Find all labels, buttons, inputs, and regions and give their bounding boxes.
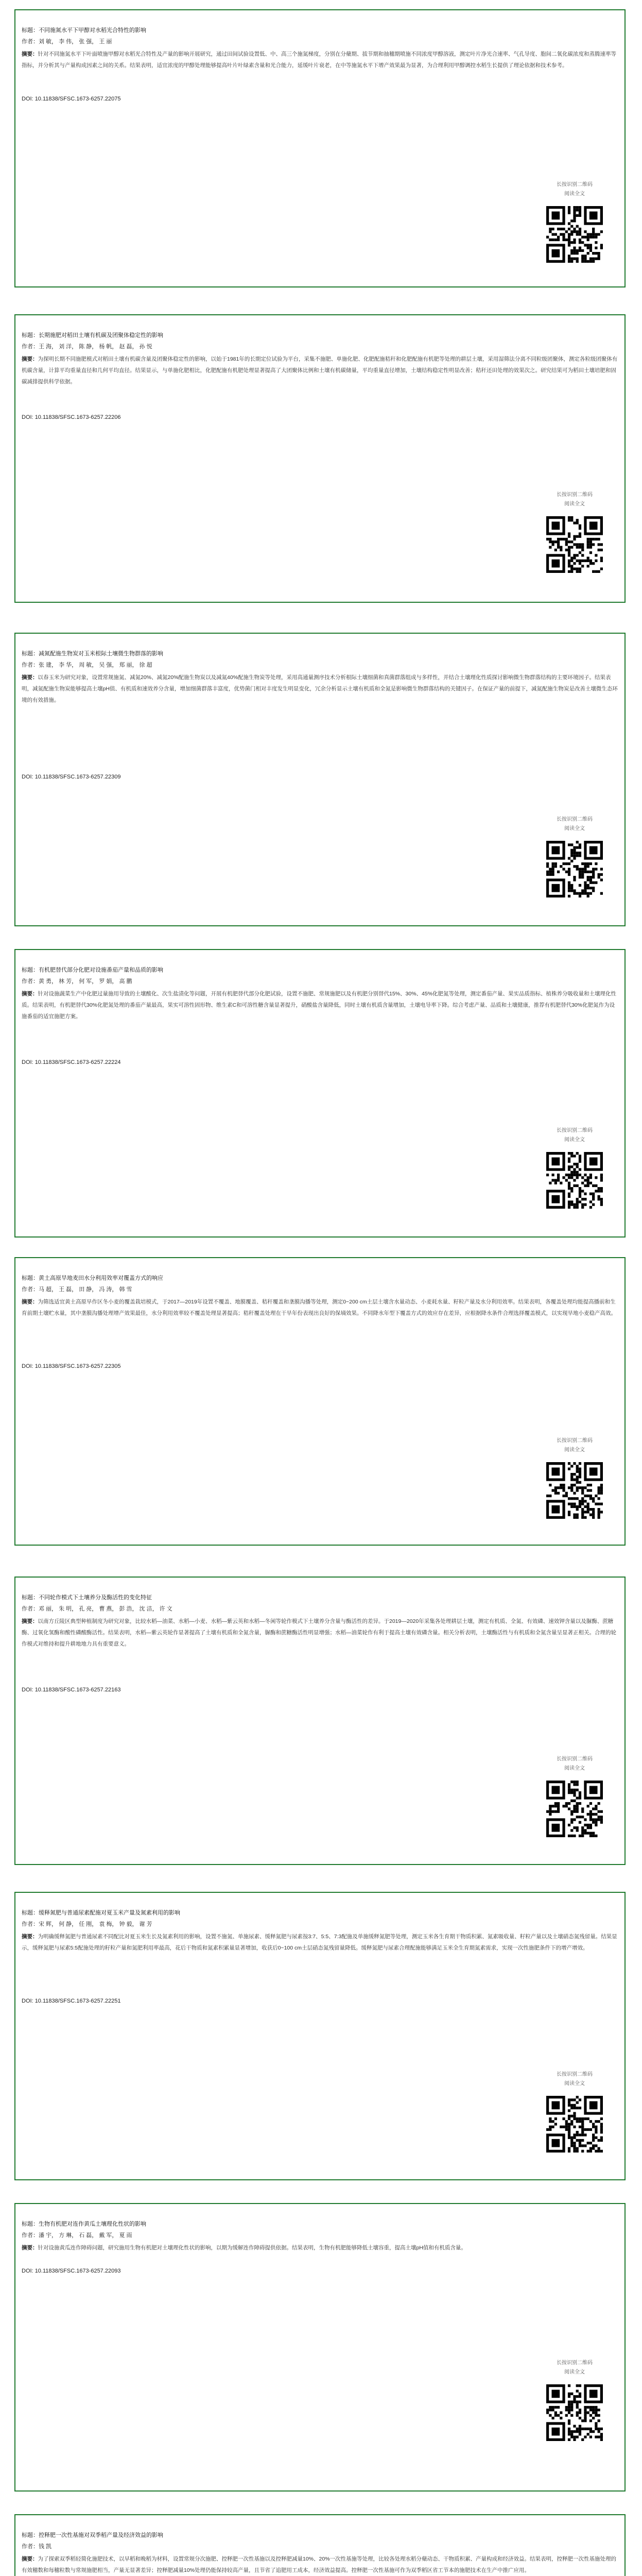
- article-doi[interactable]: [22, 1059, 120, 1065]
- read-full-label: 阅读全文: [564, 2369, 585, 2375]
- qr-block: [546, 815, 603, 897]
- scan-label: 长按识别二维码: [557, 2360, 593, 2366]
- scan-label: 长按识别二维码: [557, 1438, 593, 1444]
- doi-value[interactable]: 10.11838/SFSC.1673-6257.22163: [34, 1687, 121, 1693]
- abstract-label: 摘要：: [22, 1934, 38, 1940]
- read-full-label: 阅读全文: [564, 1137, 585, 1143]
- article-abstract: [22, 2553, 619, 2576]
- article-title[interactable]: 标题：控释肥一次性基施对双季稻产量及经济效益的影响: [22, 2532, 163, 2538]
- article-abstract: [22, 48, 619, 71]
- article-card[interactable]: [14, 2514, 626, 2576]
- qr-code-icon[interactable]: [546, 1152, 603, 1209]
- article-abstract: [22, 672, 619, 706]
- article-card[interactable]: [14, 9, 626, 287]
- article-title[interactable]: 标题：生物有机肥对连作黄瓜土壤理化性状的影响: [22, 2221, 146, 2227]
- article-title[interactable]: 标题：缓释氮肥与普通尿素配施对夏玉米产量及氮素利用的影响: [22, 1910, 180, 1916]
- article-authors: 作者：刘 敏， 李 伟， 张 强， 王 丽: [22, 39, 112, 45]
- article-doi[interactable]: [22, 1998, 120, 2004]
- article-title[interactable]: 标题：减氮配施生物炭对玉米根际土壤微生物群落的影响: [22, 651, 163, 657]
- article-card[interactable]: [14, 1892, 626, 2180]
- article-card[interactable]: [14, 949, 626, 1238]
- article-abstract: [22, 1616, 619, 1650]
- article-authors: 作者：马 超， 王 磊， 田 静， 冯 涛， 韩 雪: [22, 1286, 132, 1293]
- scan-label: 长按识别二维码: [557, 1128, 593, 1133]
- abstract-label: 摘要：: [22, 356, 38, 362]
- qr-block: [546, 490, 603, 573]
- article-title[interactable]: 标题：黄土高原旱地麦田水分利用效率对覆盖方式的响应: [22, 1275, 163, 1281]
- read-full-label: 阅读全文: [564, 501, 585, 507]
- qr-block: [546, 1126, 603, 1209]
- article-abstract: [22, 2242, 619, 2253]
- doi-label: DOI:: [22, 774, 33, 780]
- article-card[interactable]: [14, 1577, 626, 1865]
- read-full-label: 阅读全文: [564, 191, 585, 197]
- article-authors: 作者：钱 凯: [22, 2544, 52, 2550]
- doi-value[interactable]: 10.11838/SFSC.1673-6257.22206: [34, 414, 121, 420]
- article-title[interactable]: 标题：不同施氮水平下甲醇对水稻光合特性的影响: [22, 27, 146, 33]
- article-doi[interactable]: [22, 2268, 120, 2274]
- abstract-text: 针对设施黄瓜连作障碍问题，研究施用生物有机肥对土壤理化性状的影响，以期为缓解连作障碍提供依据。结果表明，生物有机肥能够降低土壤容重，提高土壤pH值和有机质含量。: [38, 2245, 466, 2251]
- abstract-text: 为探明长期不同施肥模式对稻田土壤有机碳含量及团聚体稳定性的影响，以始于1981年的长期定位试验为平台，采集不施肥、单施化肥、化肥配施秸秆和化肥配施有机肥等处理的耕层土壤，采用湿筛法分离不同粒级团聚体，测定各粒级团聚体有机碳含量，计算平均重量直径和几何平均直径。结果显示，与单施化肥相比，化肥配施有机肥处理显著提高了大团聚体比例和土壤有机碳储量，平均重量直径增加，土壤结构稳定性明显改善；秸秆还田处理的效果次之。研究结果可为稻田土壤培肥和固碳减排提供科学依据。: [22, 356, 618, 385]
- scan-label: 长按识别二维码: [557, 492, 593, 498]
- abstract-text: 为明确缓释氮肥与普通尿素不同配比对夏玉米生长及氮素利用的影响，设置不施氮、单施尿素、缓释氮肥与尿素按3:7、5:5、7:3配施及单施缓释氮肥等处理，测定玉米各生育期干物质积累、氮素吸收量、籽粒产量以及土壤硝态氮残留量。结果显示，缓释氮肥与尿素5:5配施处理的籽粒产量和氮肥利用率最高，花后干物质和氮素积累量显著增加，收获后0~100 cm土层硝态氮残留量降低。缓释氮肥与尿素合理配施能够满足玉米全生育期氮素需求，实现一次性施肥条件下的增产增效。: [22, 1934, 617, 1951]
- scan-label: 长按识别二维码: [557, 2072, 593, 2077]
- abstract-text: 为了探索双季稻轻简化施肥技术，以早稻和晚稻为材料，设置常规分次施肥、控释肥一次性基施以及控释肥减量10%、20%一次性基施等处理，比较各处理水稻分蘖动态、干物质积累、产量构成和经济效益。结果表明，控释肥一次性基施处理的有效穗数和每穗粒数与常规施肥相当，产量无显著差异；控释肥减量10%处理仍能保持较高产量，且节省了追肥用工成本，经济效益提高。控释肥一次性基施可作为双季稻区省工节本的施肥技术在生产中推广应用。: [22, 2556, 617, 2573]
- read-full-label: 阅读全文: [564, 1447, 585, 1453]
- article-abstract: [22, 353, 619, 387]
- doi-label: DOI:: [22, 1363, 33, 1369]
- article-card[interactable]: [14, 633, 626, 926]
- doi-value[interactable]: 10.11838/SFSC.1673-6257.22309: [34, 774, 121, 780]
- doi-label: DOI:: [22, 1687, 33, 1693]
- abstract-label: 摘要：: [22, 674, 38, 681]
- doi-value[interactable]: 10.11838/SFSC.1673-6257.22075: [34, 96, 121, 102]
- abstract-text: 针对设施蔬菜生产中化肥过量施用导致的土壤酸化、次生盐渍化等问题，开展有机肥替代部分化肥试验，设置不施肥、常规施肥以及有机肥分别替代15%、30%、45%化肥氮等处理，测定番茄产量、果实品质指标、植株养分吸收量和土壤理化性质。结果表明，有机肥替代30%化肥氮处理的番茄产量最高，果实可溶性固形物、维生素C和可溶性糖含量显著提升，硝酸盐含量降低，同时土壤有机质含量增加，土壤电导率下降。综合考虑产量、品质和土壤健康，推荐有机肥替代30%化肥氮作为设施番茄的适宜施肥方案。: [22, 991, 617, 1020]
- article-authors: 作者：黄 勇， 林 芳， 何 军， 罗 娟， 高 鹏: [22, 978, 132, 985]
- doi-label: DOI:: [22, 414, 33, 420]
- qr-code-icon[interactable]: [546, 2096, 603, 2153]
- qr-block: [546, 1436, 603, 1519]
- article-authors: 作者：邓 丽， 朱 明， 孔 亮， 曹 燕， 彭 浩， 沈 洁， 许 文: [22, 1606, 172, 1612]
- qr-code-icon[interactable]: [546, 206, 603, 263]
- article-abstract: [22, 1931, 619, 1954]
- doi-value[interactable]: 10.11838/SFSC.1673-6257.22093: [34, 2268, 121, 2274]
- doi-value[interactable]: 10.11838/SFSC.1673-6257.22305: [34, 1363, 121, 1369]
- article-title[interactable]: 标题：长期施肥对稻田土壤有机碳及团聚体稳定性的影响: [22, 332, 163, 338]
- article-title[interactable]: 标题：不同轮作模式下土壤养分及酶活性的变化特征: [22, 1595, 152, 1601]
- abstract-label: 摘要：: [22, 51, 38, 57]
- abstract-label: 摘要：: [22, 2245, 38, 2251]
- abstract-text: 针对不同施氮水平下叶面喷施甲醇对水稻光合特性及产量的影响开展研究，通过田间试验设置低、中、高三个施氮梯度，分别在分蘖期、拔节期和抽穗期喷施不同浓度甲醇溶液，测定叶片净光合速率、气孔导度、胞间二氧化碳浓度和蒸腾速率等指标，并分析其与产量构成因素之间的关系。结果表明，适宜浓度的甲醇处理能够提高叶片叶绿素含量和光合能力，延缓叶片衰老，在中等施氮水平下增产效果最为显著，为合理利用甲醇调控水稻生长提供了理论依据和技术参考。: [22, 51, 616, 69]
- qr-block: [546, 180, 603, 263]
- article-abstract: [22, 988, 619, 1022]
- qr-code-icon[interactable]: [546, 1462, 603, 1519]
- qr-block: [546, 1755, 603, 1837]
- qr-code-icon[interactable]: [546, 841, 603, 897]
- article-card[interactable]: [14, 2203, 626, 2492]
- abstract-label: 摘要：: [22, 2556, 38, 2562]
- qr-code-icon[interactable]: [546, 2384, 603, 2441]
- qr-block: [546, 2359, 603, 2441]
- doi-label: DOI:: [22, 1059, 33, 1065]
- qr-block: [546, 2070, 603, 2153]
- doi-label: DOI:: [22, 96, 33, 102]
- abstract-label: 摘要：: [22, 1618, 38, 1624]
- article-doi[interactable]: [22, 96, 120, 102]
- read-full-label: 阅读全文: [564, 826, 585, 832]
- read-full-label: 阅读全文: [564, 2081, 585, 2087]
- article-card[interactable]: [14, 1257, 626, 1546]
- read-full-label: 阅读全文: [564, 1766, 585, 1771]
- doi-label: DOI:: [22, 1998, 33, 2004]
- article-title[interactable]: 标题：有机肥替代部分化肥对设施番茄产量和品质的影响: [22, 967, 163, 973]
- article-card[interactable]: [14, 314, 626, 603]
- abstract-label: 摘要：: [22, 991, 38, 997]
- abstract-text: 以南方丘陵区典型种植制度为研究对象，比较水稻—油菜、水稻—小麦、水稻—紫云英和水稻—冬闲等轮作模式下土壤养分含量与酶活性的差异。于2019—2020年采集各处理耕层土壤，测定有机质、全氮、有效磷、速效钾含量以及脲酶、蔗糖酶、过氧化氢酶和酸性磷酸酶活性。结果表明，水稻—紫云英轮作显著提高了土壤有机质和全氮含量，脲酶和蔗糖酶活性明显增强；水稻—油菜轮作有利于提高土壤有效磷含量。相关分析表明，土壤酶活性与有机质和全氮含量呈显著正相关。合理的轮作模式对维持和提升耕地地力具有重要意义。: [22, 1618, 616, 1647]
- article-doi[interactable]: [22, 1687, 120, 1693]
- abstract-text: 为筛选适宜黄土高原旱作区冬小麦的覆盖栽培模式，于2017—2019年设置不覆盖、地膜覆盖、秸秆覆盖和垄膜沟播等处理，测定0~200 cm土层土壤含水量动态、小麦耗水量、籽粒产量及水分利用效率。结果表明，各覆盖处理均能提高播前和生育前期土壤贮水量，其中垄膜沟播处理增产效果最佳，水分利用效率较不覆盖处理显著提高；秸秆覆盖处理在干旱年份表现出良好的保墒效果。不同降水年型下覆盖方式的效应存在差异，应根据降水条件合理选择覆盖模式，以实现旱地小麦稳产高效。: [22, 1299, 616, 1316]
- article-abstract: [22, 1296, 619, 1319]
- article-doi[interactable]: [22, 1363, 120, 1369]
- article-authors: 作者：潘 宇， 方 琳， 石 磊， 戴 军， 夏 雨: [22, 2232, 132, 2239]
- article-doi[interactable]: [22, 414, 120, 420]
- scan-label: 长按识别二维码: [557, 817, 593, 822]
- doi-label: DOI:: [22, 2268, 33, 2274]
- article-authors: 作者：张 建， 李 华， 周 敏， 吴 强， 郑 丽， 徐 超: [22, 662, 152, 668]
- doi-value[interactable]: 10.11838/SFSC.1673-6257.22251: [34, 1998, 121, 2004]
- qr-code-icon[interactable]: [546, 516, 603, 573]
- qr-code-icon[interactable]: [546, 1781, 603, 1837]
- doi-value[interactable]: 10.11838/SFSC.1673-6257.22224: [34, 1059, 121, 1065]
- abstract-text: 以春玉米为研究对象，设置常规施氮、减氮20%、减氮20%配施生物炭以及减氮40%配施生物炭等处理，采用高通量测序技术分析根际土壤细菌和真菌群落组成与多样性，并结合土壤理化性质探讨影响微生物群落结构的主要环境因子。结果表明，减氮配施生物炭能够提高土壤pH值、有机质和速效养分含量，增加细菌群落丰富度，优势菌门相对丰度发生明显变化，冗余分析显示土壤有机质和全氮是影响微生物群落结构的关键因子。在保证产量的前提下，减氮配施生物炭是改善土壤微生态环境的有效措施。: [22, 674, 618, 703]
- scan-label: 长按识别二维码: [557, 182, 593, 188]
- scan-label: 长按识别二维码: [557, 1756, 593, 1762]
- article-doi[interactable]: [22, 774, 120, 780]
- abstract-label: 摘要：: [22, 1299, 38, 1305]
- article-authors: 作者：王 海， 刘 洋， 陈 静， 杨 帆， 赵 磊， 孙 悦: [22, 344, 152, 350]
- article-authors: 作者：宋 辉， 何 静， 任 刚， 袁 梅， 钟 毅， 谢 芳: [22, 1921, 152, 1927]
